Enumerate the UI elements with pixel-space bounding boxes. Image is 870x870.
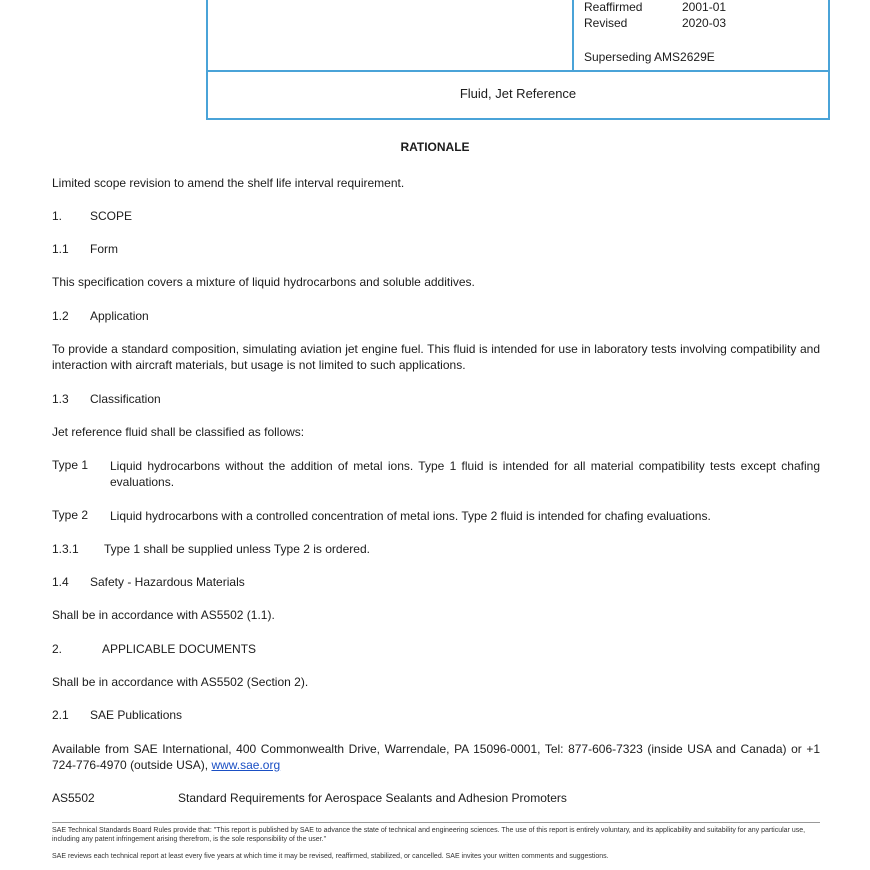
sae-address: Available from SAE International, 400 Commonwealth Drive, Warrendale, PA 15096-0001, Tel: 877-606-7323 (inside USA and Canada) or +1 724-776-4970 (outside USA), — [52, 742, 820, 772]
section-1-3-1 — [52, 541, 820, 557]
type-1-label: Type 1 — [52, 458, 89, 472]
section-title: SAE Publications — [90, 708, 183, 722]
document-header — [206, 0, 830, 120]
section-2-heading — [52, 641, 820, 657]
section-1-4-heading — [52, 574, 820, 590]
section-1-4-text: Shall be in accordance with AS5502 (1.1). — [52, 608, 275, 622]
section-2-1-text — [52, 741, 820, 773]
section-title: Application — [90, 309, 149, 323]
section-number: 2. — [52, 642, 63, 656]
section-1-2-heading — [52, 308, 820, 324]
reference-title: Standard Requirements for Aerospace Sealants and Adhesion Promoters — [178, 791, 567, 805]
header-meta-row — [208, 0, 828, 72]
section-2-text: Shall be in accordance with AS5502 (Section 2). — [52, 675, 309, 689]
type-2-text: Liquid hydrocarbons with a controlled concentration of metal ions. Type 2 fluid is intended for chafing evaluations. — [110, 509, 711, 523]
revision-info — [572, 0, 830, 70]
reaffirmed-date: 2001-01 — [682, 0, 727, 14]
reaffirmed-label: Reaffirmed — [584, 0, 643, 14]
section-title: Form — [90, 242, 118, 256]
section-number: 1.3 — [52, 392, 69, 406]
section-1-2-text: To provide a standard composition, simulating aviation jet engine fuel. This fluid is intended for use in laboratory tests involving compatibility and interaction with aircraft materials, but usage is not limited to such applications. — [52, 342, 820, 372]
section-title: SCOPE — [90, 209, 133, 223]
reference-code: AS5502 — [52, 791, 95, 805]
rationale-text: Limited scope revision to amend the shelf life interval requirement. — [52, 176, 405, 190]
section-number: 1.4 — [52, 575, 69, 589]
section-number: 1.3.1 — [52, 542, 79, 556]
section-number: 1.2 — [52, 309, 69, 323]
section-title: APPLICABLE DOCUMENTS — [102, 642, 257, 656]
type-2-label: Type 2 — [52, 508, 89, 522]
section-title: Classification — [90, 392, 161, 406]
superseding-note: Superseding AMS2629E — [584, 50, 715, 64]
section-1-heading — [52, 208, 820, 224]
revised-label: Revised — [584, 16, 628, 30]
section-1-1-text: This specification covers a mixture of liquid hydrocarbons and soluble additives. — [52, 275, 475, 289]
revised-date: 2020-03 — [682, 16, 727, 30]
section-number: 2.1 — [52, 708, 69, 722]
section-number: 1.1 — [52, 242, 69, 256]
section-1-1-heading — [52, 241, 820, 257]
footer-notice-1: SAE Technical Standards Board Rules provide that: "This report is published by SAE to advance the state of technical and engineering sciences. The use of this report is entirely voluntary, and its applicability and suitability for any particular use, including any patent infringement arising therefrom, is the sole responsibility of the user." — [52, 827, 806, 843]
section-number: 1. — [52, 209, 63, 223]
section-text: Type 1 shall be supplied unless Type 2 is ordered. — [104, 542, 370, 556]
footer-divider — [52, 822, 820, 823]
document-title: Fluid, Jet Reference — [459, 86, 577, 101]
type-1-text: Liquid hydrocarbons without the addition of metal ions. Type 1 fluid is intended for all material compatibility tests except chafing evaluations. — [110, 459, 820, 489]
section-1-3-text: Jet reference fluid shall be classified as follows: — [52, 425, 305, 439]
section-2-1-heading — [52, 707, 820, 723]
section-title: Safety - Hazardous Materials — [90, 575, 245, 589]
section-1-3-heading — [52, 391, 820, 407]
footer-notice-2: SAE reviews each technical report at least every five years at which time it may be revised, reaffirmed, stabilized, or cancelled. SAE invites your written comments and suggestions. — [52, 853, 609, 860]
sae-website-link[interactable]: www.sae.org — [211, 758, 281, 772]
rationale-heading: RATIONALE — [400, 140, 470, 154]
